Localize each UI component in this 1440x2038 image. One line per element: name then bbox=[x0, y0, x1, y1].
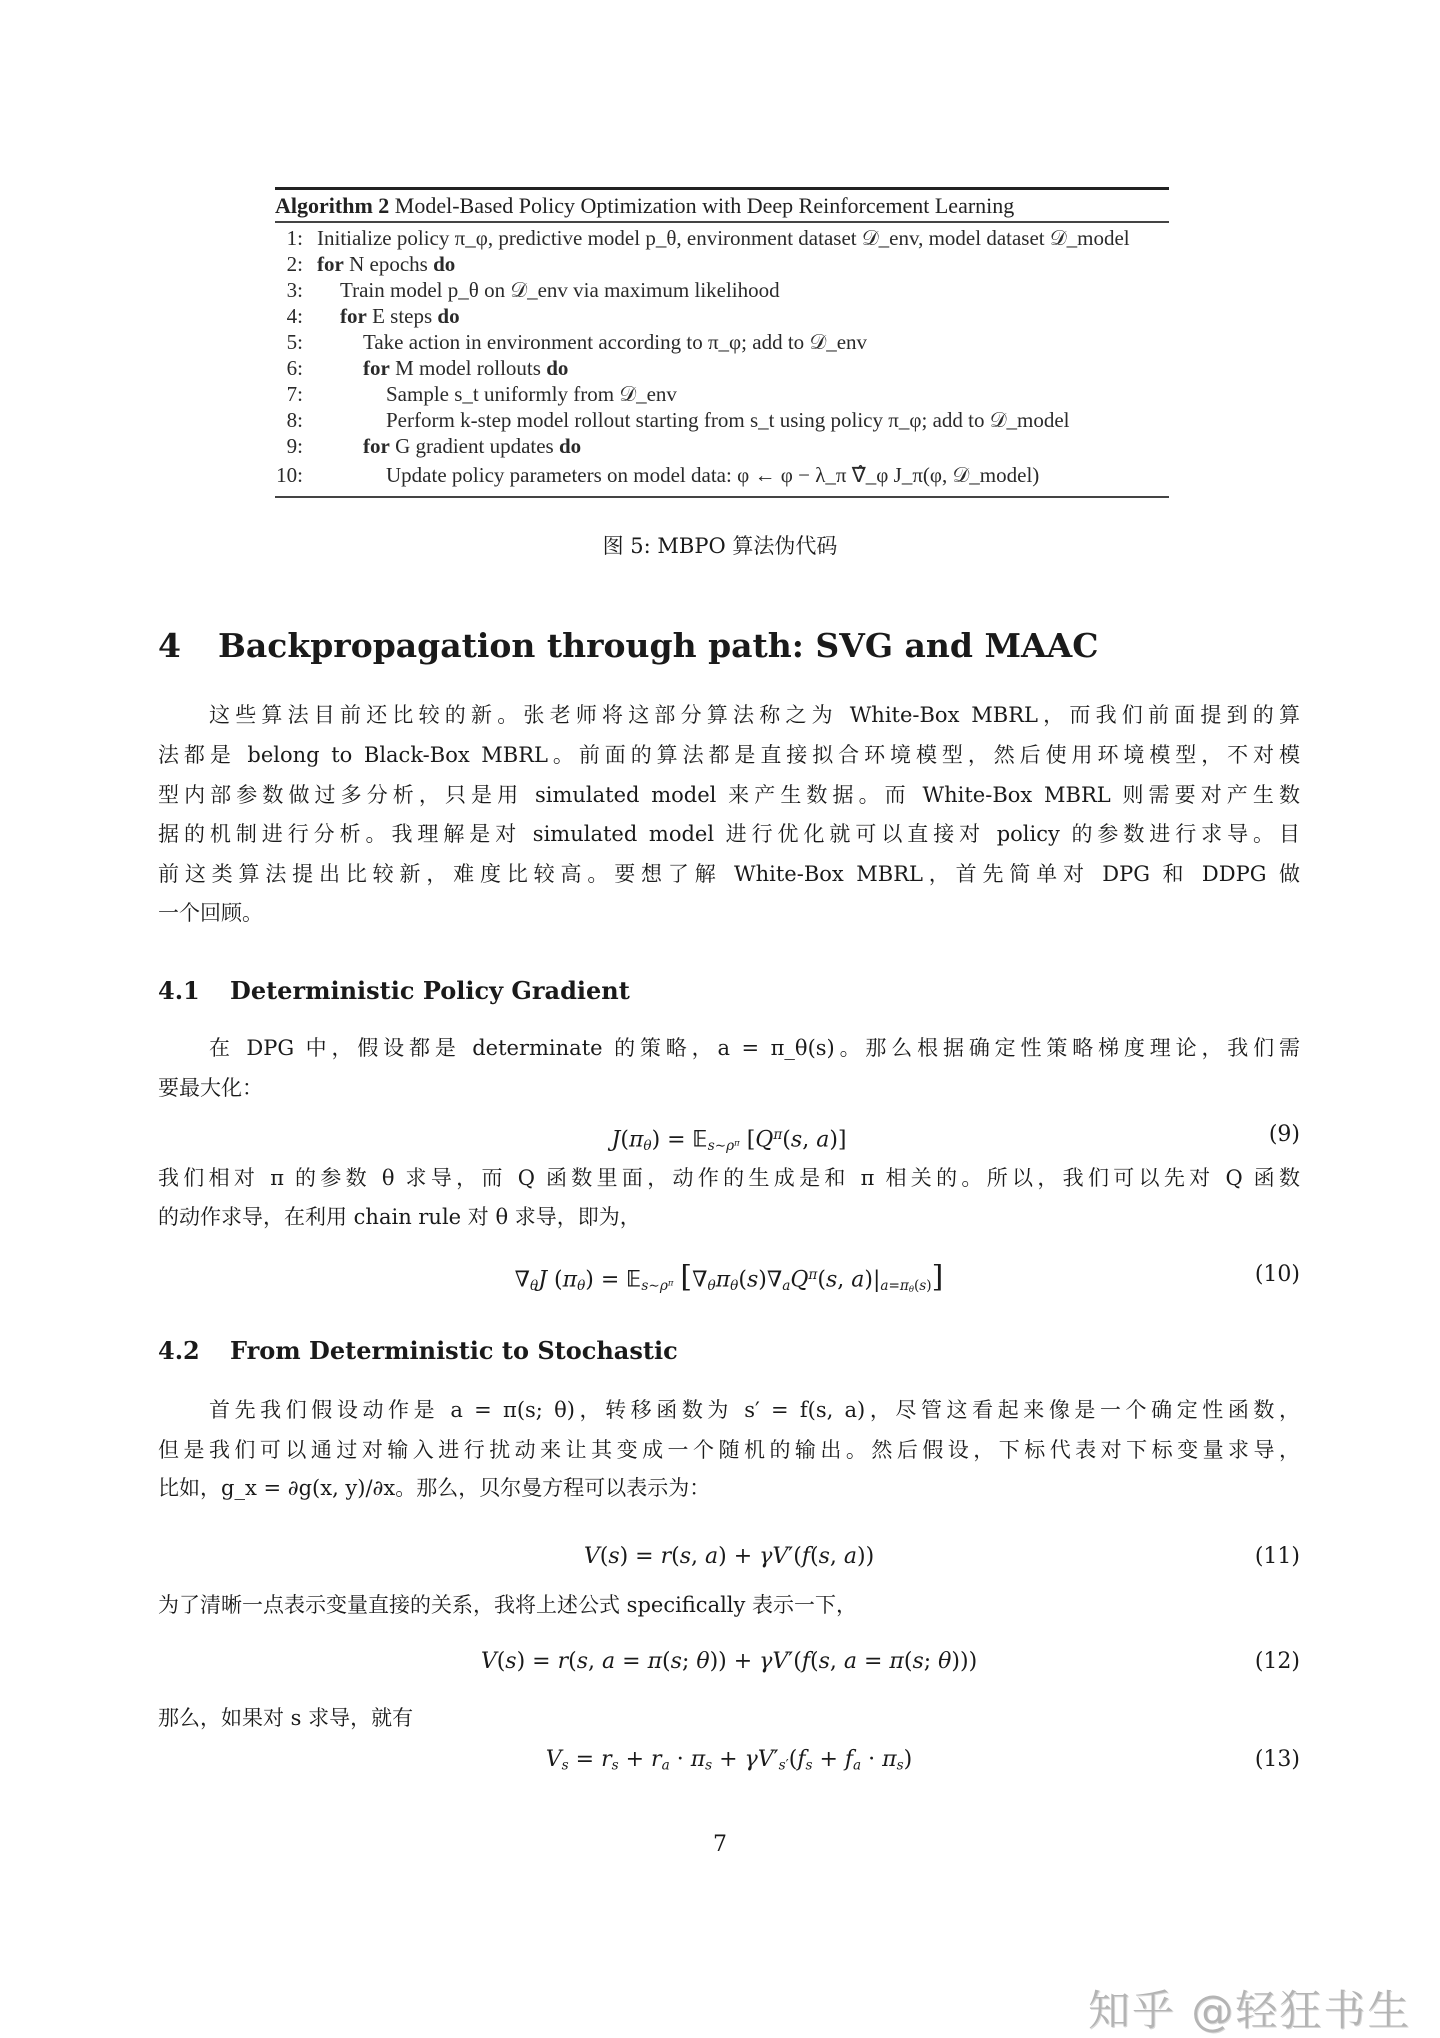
algorithm-top-rule bbox=[275, 187, 1169, 190]
zhihu-watermark: 知乎 @轻狂书生 bbox=[1088, 1986, 1412, 2035]
algorithm-line bbox=[275, 407, 1169, 433]
line-number: 9: bbox=[286, 434, 303, 458]
algorithm-label: Algorithm 2 bbox=[275, 193, 390, 218]
page-number: 7 bbox=[713, 1832, 727, 1857]
text-line: 首先我们假设动作是 a = π(s; θ)，转移函数为 s′ = f(s, a)，尽管这看起来像是一个确定性函数， bbox=[209, 1398, 1300, 1422]
subsection-heading-4-1 bbox=[158, 976, 630, 1005]
text-line: 一个回顾。 bbox=[158, 901, 263, 925]
line-number: 10: bbox=[276, 463, 303, 487]
derivative-line: 那么，如果对 s 求导，就有 bbox=[158, 1706, 414, 1730]
algorithm-name: Model-Based Policy Optimization with Deep Reinforcement Learning bbox=[394, 193, 1015, 218]
subsection-title: From Deterministic to Stochastic bbox=[230, 1336, 678, 1365]
algorithm-line bbox=[275, 381, 1169, 407]
equation-number: (13) bbox=[1254, 1747, 1300, 1772]
text-line: 这些算法目前还比较的新。张老师将这部分算法称之为 White-Box MBRL，而我们前面提到的算 bbox=[209, 703, 1300, 727]
line-text: for N epochs do bbox=[317, 252, 456, 276]
algorithm-line bbox=[275, 433, 1169, 459]
subsection-number: 4.1 bbox=[158, 976, 200, 1005]
algorithm-line bbox=[275, 277, 1169, 303]
section-heading bbox=[158, 626, 1098, 665]
text-line: 的动作求导，在利用 chain rule 对 θ 求导，即为， bbox=[158, 1205, 641, 1229]
equation-11 bbox=[158, 1539, 1300, 1575]
section-title: Backpropagation through path: SVG and MAAC bbox=[218, 626, 1099, 665]
algorithm-line bbox=[275, 355, 1169, 381]
equation-12 bbox=[158, 1644, 1300, 1680]
equation-number: (9) bbox=[1268, 1122, 1300, 1147]
line-text: for E steps do bbox=[340, 304, 460, 328]
text-line: 型内部参数做过多分析，只是用 simulated model 来产生数据。而 White-Box MBRL 则需要对产生数 bbox=[158, 783, 1300, 807]
text-line: 我们相对 π 的参数 θ 求导，而 Q 函数里面，动作的生成是和 π 相关的。所以，我们可以先对 Q 函数 bbox=[158, 1166, 1300, 1190]
section-number: 4 bbox=[158, 626, 181, 665]
line-text: Take action in environment according to π_φ; add to 𝒟_env bbox=[363, 330, 868, 354]
line-number: 3: bbox=[286, 278, 303, 302]
algorithm-box bbox=[275, 187, 1169, 498]
equation-body: $J(\pi_\theta)$ = 𝔼$_{s\sim\rho^\pi}$ [$Q^\pi(s$, a)] bbox=[611, 1127, 847, 1154]
text-line: 要最大化： bbox=[158, 1076, 263, 1100]
equation-number: (10) bbox=[1254, 1262, 1300, 1287]
equation-body: V(s) = r(s, a = π(s; θ)) + γV′(f(s, a = π(s; θ))) bbox=[480, 1649, 978, 1674]
text-line: 但是我们可以通过对输入进行扰动来让其变成一个随机的输出。然后假设，下标代表对下标变量求导， bbox=[158, 1438, 1300, 1462]
line-number: 8: bbox=[286, 408, 303, 432]
line-number: 7: bbox=[286, 382, 303, 406]
text-line: 在 DPG 中，假设都是 determinate 的策略，a = π_θ(s)。那么根据确定性策略梯度理论，我们需 bbox=[209, 1036, 1300, 1060]
equation-body: $\nabla_\theta J$ $(\pi_\theta)$ = 𝔼$_{s\sim\rho^\pi}$ [$\nabla_\theta\pi_\theta(s)\nabla_aQ^\pi(s$, $a)|_{a=\pi_\theta(s)}$] bbox=[514, 1259, 944, 1295]
line-text: Sample s_t uniformly from 𝒟_env bbox=[386, 382, 677, 406]
text-line: 前这类算法提出比较新，难度比较高。要想了解 White-Box MBRL，首先简单对 DPG 和 DDPG 做 bbox=[158, 862, 1300, 886]
figure-caption: 图 5: MBPO 算法伪代码 bbox=[602, 534, 838, 558]
algorithm-title-rule bbox=[275, 221, 1169, 223]
equation-13 bbox=[158, 1742, 1300, 1778]
line-number: 4: bbox=[286, 304, 303, 328]
subsection-number: 4.2 bbox=[158, 1336, 200, 1365]
line-number: 1: bbox=[286, 226, 303, 250]
line-text: for M model rollouts do bbox=[363, 356, 569, 380]
line-text: for G gradient updates do bbox=[363, 434, 582, 458]
specifically-line: 为了清晰一点表示变量直接的关系，我将上述公式 specifically 表示一下， bbox=[158, 1593, 858, 1617]
algorithm-line bbox=[275, 462, 1169, 488]
algorithm-line bbox=[275, 303, 1169, 329]
text-line: 比如，g_x = ∂g(x, y)/∂x。那么，贝尔曼方程可以表示为： bbox=[158, 1476, 711, 1500]
line-number: 6: bbox=[286, 356, 303, 380]
text-line: 法都是 belong to Black-Box MBRL。前面的算法都是直接拟合环境模型，然后使用环境模型，不对模 bbox=[158, 743, 1300, 767]
line-text: Initialize policy π_φ, predictive model p_θ, environment dataset 𝒟_env, model dataset 𝒟_model bbox=[317, 226, 1130, 250]
equation-body: V(s) = r(s, a) + γV′(f(s, a)) bbox=[583, 1544, 875, 1569]
equation-10 bbox=[158, 1257, 1300, 1293]
line-number: 2: bbox=[286, 252, 303, 276]
subsection-title: Deterministic Policy Gradient bbox=[230, 976, 630, 1005]
equation-number: (12) bbox=[1254, 1649, 1300, 1674]
line-text: Update policy parameters on model data: φ ← φ − λ_π ∇̂_φ J_π(φ, 𝒟_model) bbox=[386, 463, 1040, 487]
text-line: 据的机制进行分析。我理解是对 simulated model 进行优化就可以直接对 policy 的参数进行求导。目 bbox=[158, 822, 1300, 846]
algorithm-title bbox=[275, 193, 1014, 219]
equation-9 bbox=[158, 1117, 1300, 1153]
algorithm-line bbox=[275, 251, 1169, 277]
line-text: Train model p_θ on 𝒟_env via maximum likelihood bbox=[340, 278, 780, 302]
equation-number: (11) bbox=[1254, 1544, 1300, 1569]
algorithm-line bbox=[275, 329, 1169, 355]
line-number: 5: bbox=[286, 330, 303, 354]
equation-body: $V_s = r_s + r_a \cdot \pi_s + \gamma V'_{s'}(f_s + f_a \cdot \pi_s)$ bbox=[545, 1747, 913, 1774]
algorithm-line bbox=[275, 225, 1169, 251]
line-text: Perform k-step model rollout starting from s_t using policy π_φ; add to 𝒟_model bbox=[386, 408, 1070, 432]
algorithm-bottom-rule bbox=[275, 496, 1169, 498]
subsection-heading-4-2 bbox=[158, 1336, 678, 1365]
